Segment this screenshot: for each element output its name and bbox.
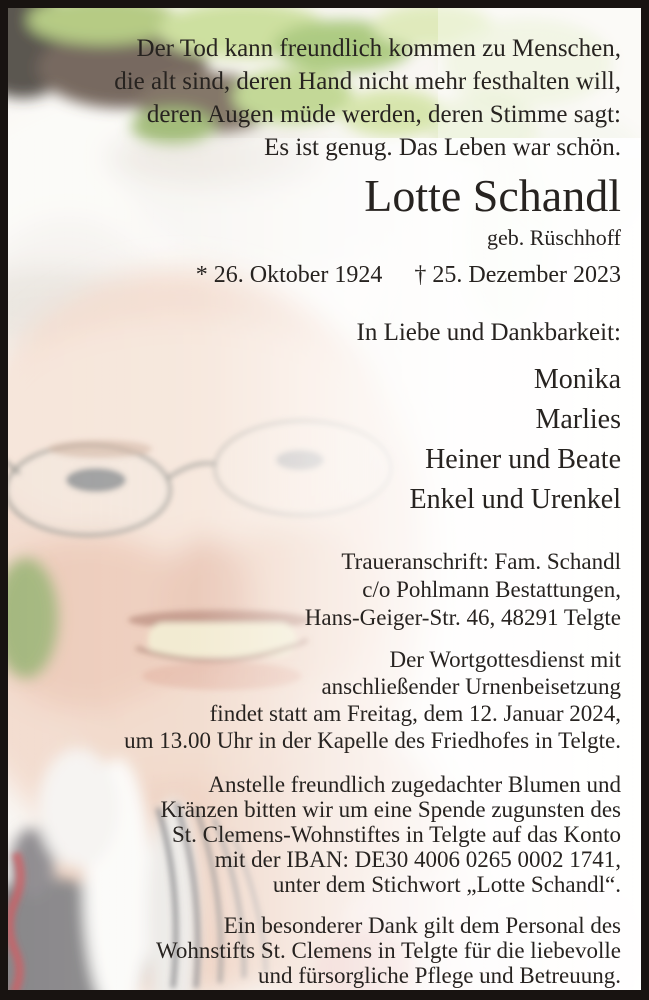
mourner-name: Heiner und Beate	[425, 444, 621, 475]
mourner-name: Monika	[533, 364, 621, 395]
donation-line: Anstelle freundlich zugedachter Blumen und	[208, 772, 621, 797]
thanks-line: Wohnstifts St. Clemens in Telgte für die liebevolle	[156, 938, 621, 963]
notice-frame	[8, 8, 641, 990]
service-line: um 13.00 Uhr in der Kapelle des Friedhofes in Telgte.	[124, 728, 621, 753]
donation-line: unter dem Stichwort „Lotte Schandl“.	[272, 872, 621, 897]
maiden-name: geb. Rüschhoff	[486, 225, 621, 250]
mourner-name: Enkel und Urenkel	[409, 484, 621, 515]
donation-line: Kränzen bitten wir um eine Spende zugunsten des	[160, 797, 621, 822]
service-info	[8, 646, 621, 754]
epigraph-line: Der Tod kann freundlich kommen zu Menschen,	[136, 35, 621, 62]
service-line: Der Wortgottesdienst mit	[389, 647, 621, 672]
service-line: findet statt am Freitag, dem 12. Januar 2024,	[209, 701, 621, 726]
acknowledgement	[8, 913, 621, 988]
address-line: c/o Pohlmann Bestattungen,	[362, 577, 621, 602]
salutation: In Liebe und Dankbarkeit:	[356, 319, 621, 346]
thanks-line: und fürsorgliche Pflege und Betreuung.	[257, 963, 621, 988]
epigraph-line: Es ist genug. Das Leben war schön.	[264, 134, 621, 161]
notice-text	[8, 8, 641, 990]
birth-date: * 26. Oktober 1924	[195, 262, 383, 288]
deceased-name: Lotte Schandl	[364, 170, 621, 221]
life-dates	[8, 259, 621, 291]
mourners-list	[8, 360, 621, 520]
address-line: Traueranschrift: Fam. Schandl	[341, 549, 621, 574]
donation-line: mit der IBAN: DE30 4006 0265 0002 1741,	[214, 847, 621, 872]
mourner-name: Marlies	[535, 404, 621, 435]
service-line: anschließender Urnenbeisetzung	[321, 674, 621, 699]
death-date: † 25. Dezember 2023	[414, 262, 621, 288]
donation-request	[8, 772, 621, 897]
epigraph-line: die alt sind, deren Hand nicht mehr festhalten will,	[114, 68, 621, 95]
donation-line: St. Clemens-Wohnstiftes in Telgte auf das Konto	[171, 822, 621, 847]
thanks-line: Ein besonderer Dank gilt dem Personal des	[223, 913, 621, 938]
address-line: Hans-Geiger-Str. 46, 48291 Telgte	[304, 605, 621, 630]
epigraph	[8, 32, 621, 164]
epigraph-line: deren Augen müde werden, deren Stimme sagt:	[146, 101, 621, 128]
condolence-address	[8, 548, 621, 632]
